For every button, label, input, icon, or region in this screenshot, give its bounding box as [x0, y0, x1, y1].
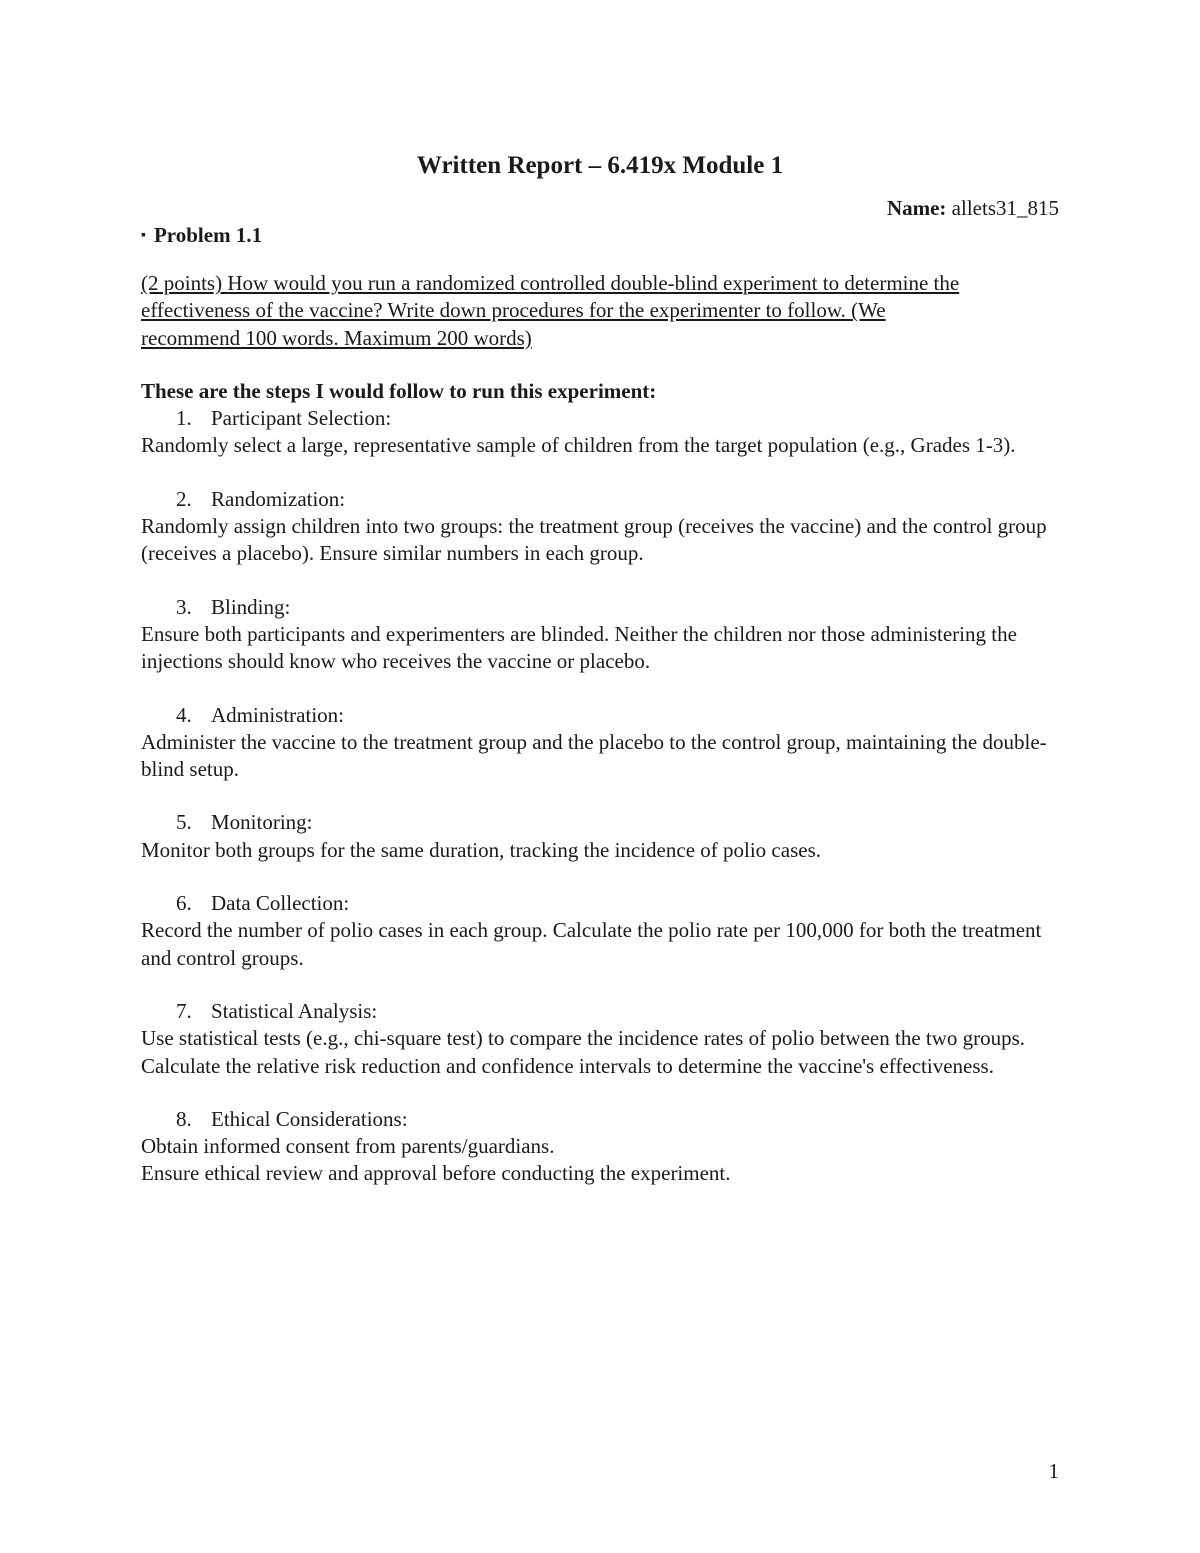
name-value: allets31_815 — [951, 196, 1059, 220]
step-number: 8. — [176, 1106, 192, 1131]
problem-heading — [141, 220, 262, 251]
step-title-text: Participant Selection: — [211, 406, 392, 431]
step-title-text: Monitoring: — [211, 810, 313, 835]
name-label: Name: — [886, 196, 947, 220]
step-number: 5. — [176, 810, 192, 835]
report-content — [141, 270, 1061, 1188]
step-paragraph: Monitor both groups for the same duration, tracking the incidence of polio cases. — [141, 837, 821, 862]
step-paragraph: Ensure ethical review and approval before conducting the experiment. — [141, 1161, 731, 1186]
step-title — [141, 486, 1061, 513]
step-body — [141, 917, 1061, 972]
step-paragraph: Obtain informed consent from parents/guardians. — [141, 1134, 555, 1159]
step-number: 1. — [176, 406, 192, 431]
step-title-text: Blinding: — [211, 594, 291, 619]
step-item — [141, 405, 1061, 460]
step-paragraph: Randomly select a large, representative sample of children from the target population (e.g., Grades 1-3). — [141, 433, 1016, 458]
step-title — [141, 809, 1061, 836]
step-body — [141, 729, 1061, 784]
step-item — [141, 998, 1061, 1080]
step-paragraph: Calculate the relative risk reduction and confidence intervals to determine the vaccine's effectiveness. — [141, 1053, 994, 1078]
step-title — [141, 594, 1061, 621]
steps-intro: These are the steps I would follow to run this experiment: — [141, 378, 657, 403]
step-body — [141, 837, 1061, 864]
page-number: 1 — [1048, 1459, 1059, 1483]
step-title — [141, 702, 1061, 729]
prompt-line: effectiveness of the vaccine? Write down procedures for the experimenter to follow. (We — [141, 298, 886, 323]
step-number: 6. — [176, 891, 192, 916]
step-number: 3. — [176, 594, 192, 619]
step-title-text: Administration: — [211, 702, 344, 727]
step-item — [141, 486, 1061, 568]
step-title — [141, 998, 1061, 1025]
step-title — [141, 890, 1061, 917]
step-number: 7. — [176, 998, 192, 1023]
step-item — [141, 702, 1061, 784]
step-title-text: Data Collection: — [211, 891, 350, 916]
step-body — [141, 621, 1061, 676]
step-paragraph: Ensure both participants and experimenters are blinded. Neither the children nor those administering the injections should know who receives the vaccine or placebo. — [141, 621, 1017, 674]
step-title-text: Ethical Considerations: — [211, 1106, 408, 1131]
step-number: 4. — [176, 702, 192, 727]
prompt-line: recommend 100 words. Maximum 200 words) — [141, 325, 532, 350]
step-paragraph: Administer the vaccine to the treatment group and the placebo to the control group, maintaining the double-blind setup. — [141, 729, 1047, 782]
step-title — [141, 1106, 1061, 1133]
step-title-text: Randomization: — [211, 486, 346, 511]
step-item — [141, 890, 1061, 972]
step-title — [141, 405, 1061, 432]
step-body — [141, 1025, 1061, 1080]
step-paragraph: Record the number of polio cases in each group. Calculate the polio rate per 100,000 for both the treatment and control groups. — [141, 918, 1042, 970]
prompt-line: (2 points) How would you run a randomized controlled double-blind experiment to determine the — [141, 271, 960, 295]
problem-heading-text: Problem 1.1 — [153, 223, 263, 247]
step-title-text: Statistical Analysis: — [211, 998, 378, 1023]
step-item — [141, 809, 1061, 864]
step-paragraph: Randomly assign children into two groups: the treatment group (receives the vaccine) and the control group (receives a placebo). Ensure similar numbers in each group. — [141, 514, 1047, 566]
step-number: 2. — [176, 486, 192, 511]
document-title: Written Report – 6.419x Module 1 — [416, 152, 784, 179]
step-item — [141, 594, 1061, 676]
step-paragraph: Use statistical tests (e.g., chi-square test) to compare the incidence rates of polio between the two groups. — [141, 1026, 1026, 1051]
problem-prompt — [141, 270, 1061, 352]
name-line — [887, 193, 1059, 223]
square-bullet-icon: ▪ — [141, 228, 146, 243]
step-body — [141, 432, 1061, 459]
step-item — [141, 1106, 1061, 1188]
step-body — [141, 1133, 1061, 1188]
step-body — [141, 513, 1061, 568]
